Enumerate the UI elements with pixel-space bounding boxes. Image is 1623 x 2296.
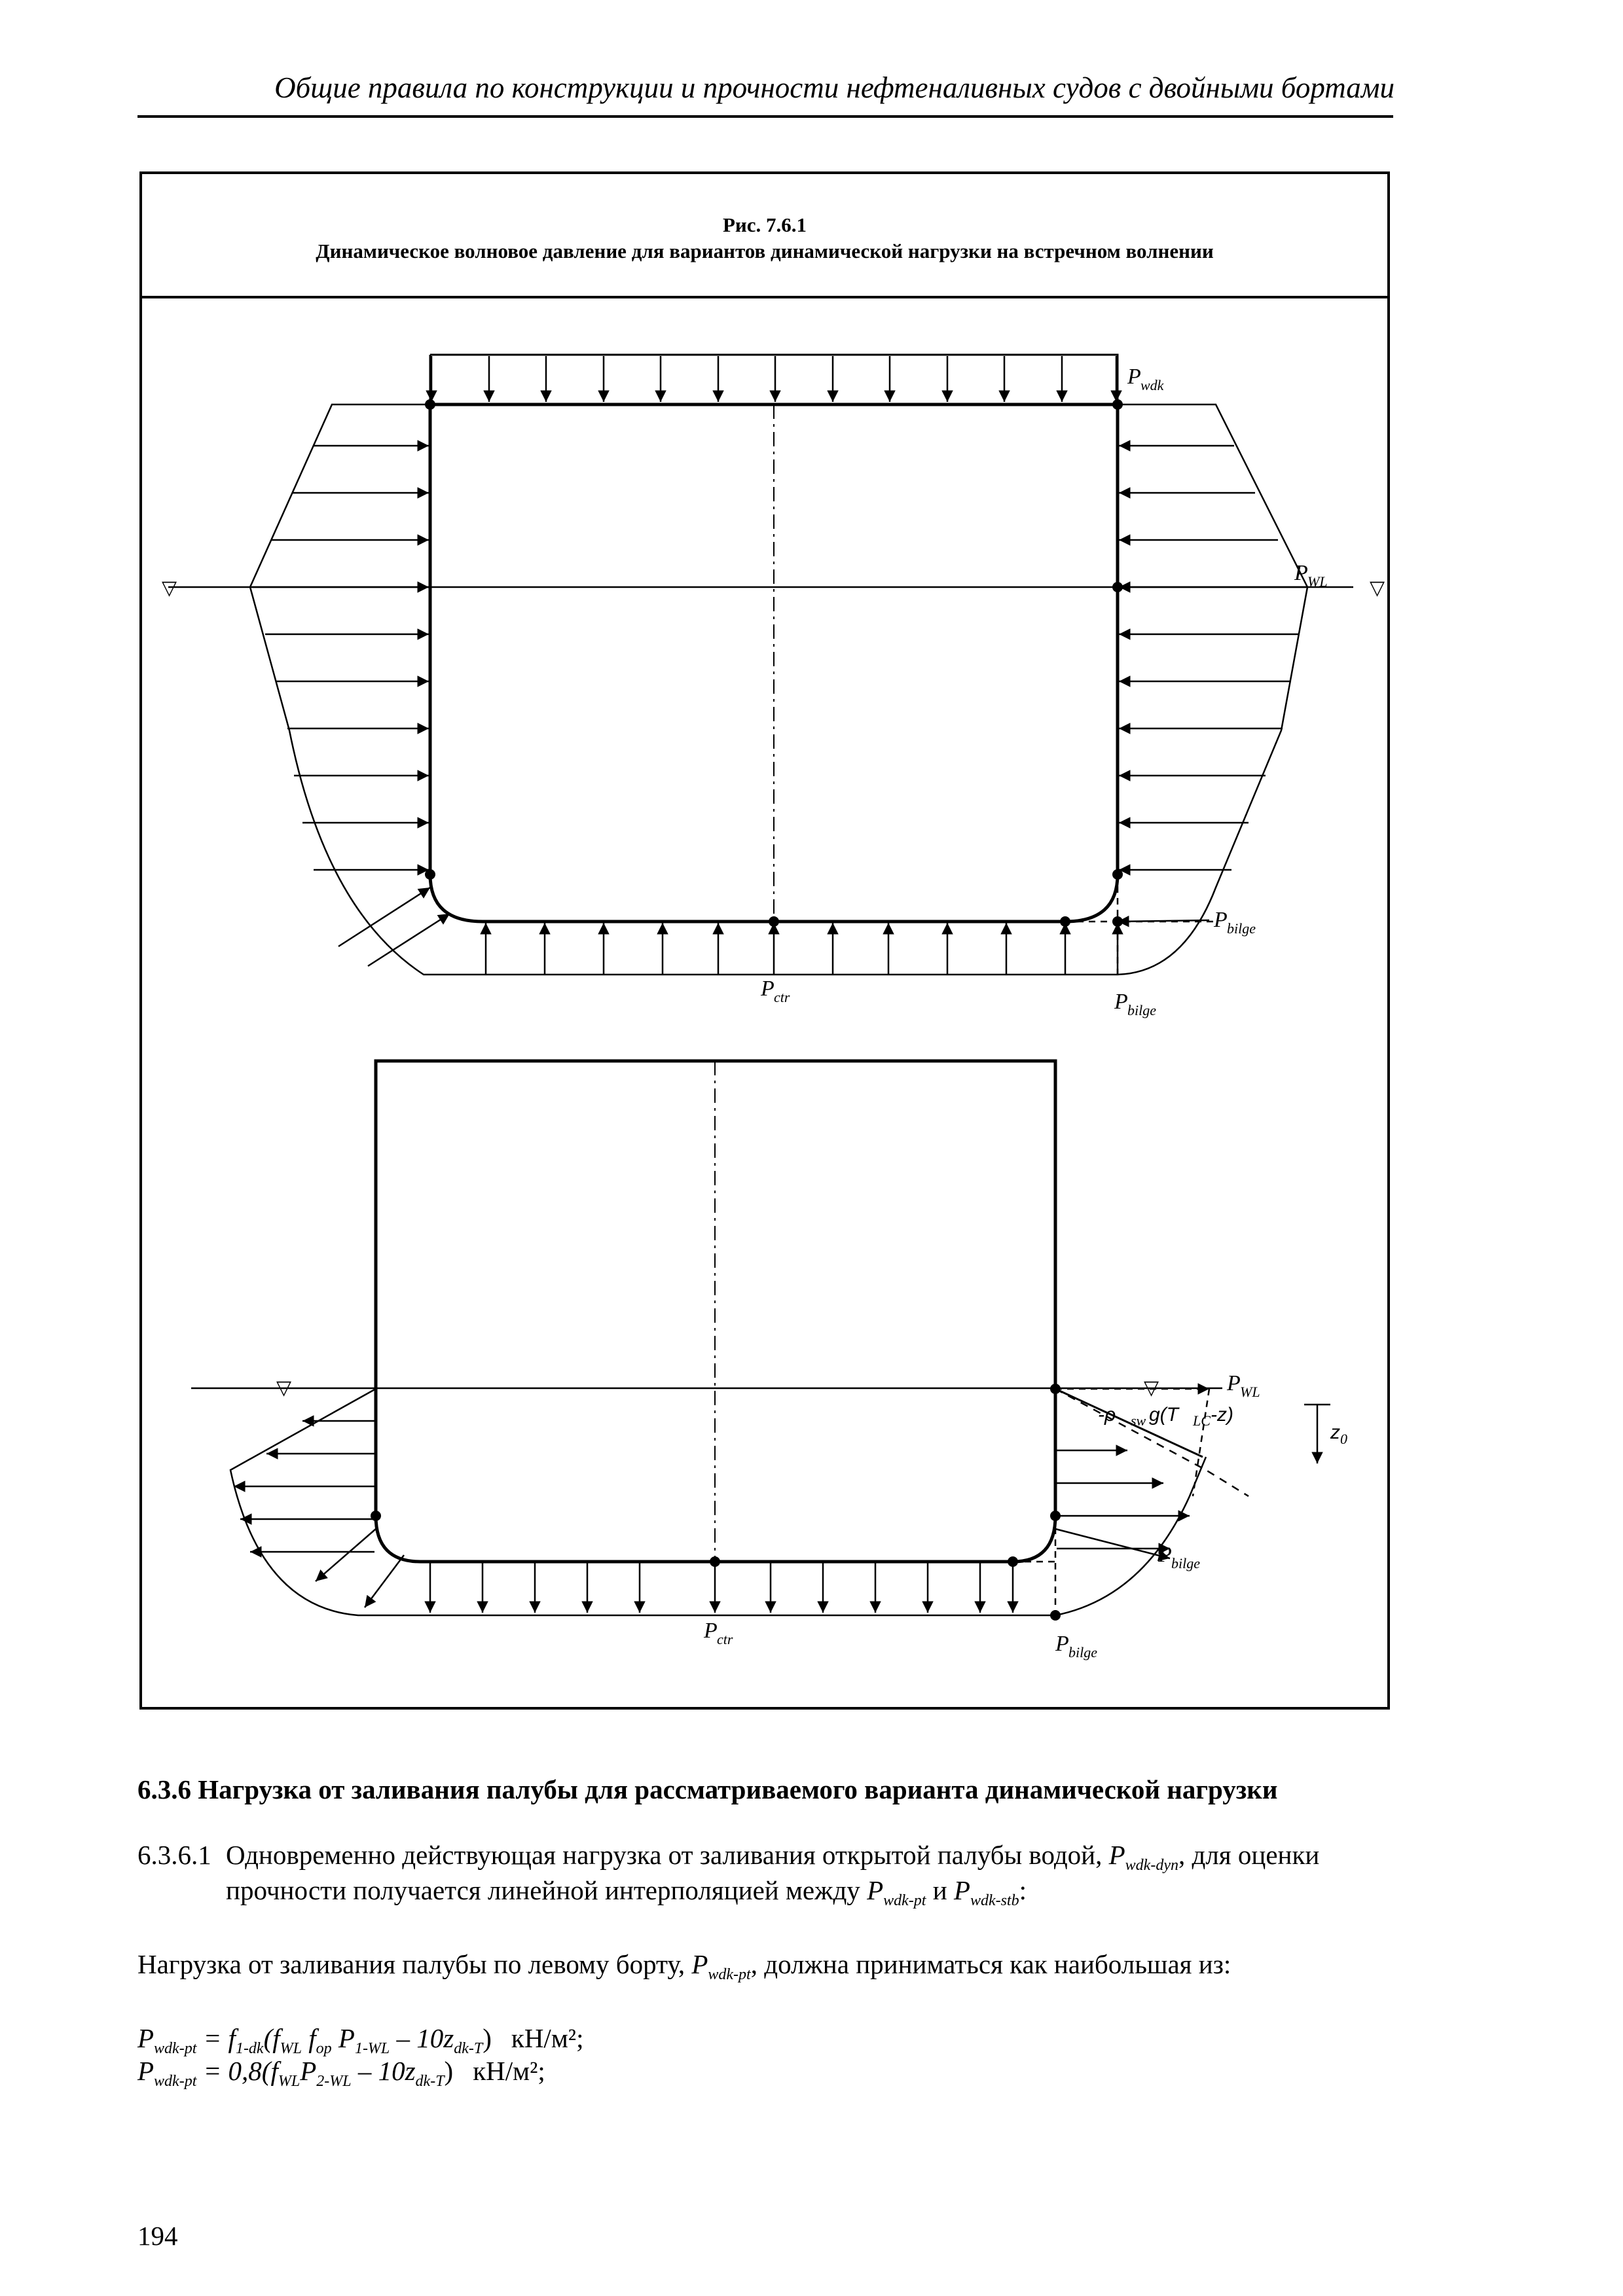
f2-sub-c: dk-T <box>415 2073 445 2090</box>
f1-mid4: – 10z <box>390 2023 454 2053</box>
label-p-ctr-upper: P <box>761 977 775 1001</box>
label-p-wl-lower-sub: WL <box>1240 1384 1260 1400</box>
lower-section-diagram <box>191 1061 1330 1621</box>
section-heading: 6.3.6 Нагрузка от заливания палубы для рассматриваемого варианта динамической нагрузки <box>137 1774 1278 1804</box>
running-title: Общие правила по конструкции и прочности нефтеналивных судов с двойными бортами <box>274 71 1395 104</box>
para1-symbol: P <box>1108 1840 1125 1870</box>
pressure-envelope-upper <box>250 404 1307 975</box>
f1-sub-d: 1-WL <box>354 2040 390 2058</box>
label-p-wdk: P <box>1127 365 1141 389</box>
paragraph-line-2 <box>226 1873 1398 1918</box>
label-p-ctr-lower: P <box>704 1619 718 1643</box>
para2-text: прочности получается линейной интерполяцией между <box>226 1875 867 1905</box>
para2-and: и <box>926 1875 954 1905</box>
label-p-ctr-upper-sub: ctr <box>774 989 790 1005</box>
f1-mid1: (f <box>263 2023 280 2053</box>
labels-lower <box>703 1371 1347 1660</box>
para1-text: Одновременно действующая нагрузка от заливания открытой палубы водой, <box>226 1840 1109 1870</box>
label-p-bilge-lower-2: P <box>1055 1632 1069 1656</box>
label-p-bilge-lower-1-sub: bilge <box>1171 1555 1200 1571</box>
f2-unit: кН/м²; <box>473 2056 545 2086</box>
f2-sub-b: 2-WL <box>316 2073 352 2090</box>
para2-subscript-2: wdk-stb <box>970 1892 1019 1910</box>
paragraph-port-load <box>137 1947 1401 1992</box>
para2-symbol-2: P <box>953 1875 970 1905</box>
waterline-symbol-left-lower: ▽ <box>276 1377 292 1399</box>
upper-section-diagram <box>162 355 1385 975</box>
deck-pressure-outline <box>430 355 1118 403</box>
waterline-symbol-left-upper: ▽ <box>162 577 177 599</box>
bilge-arrows-lower <box>316 1529 1170 1607</box>
header-rule <box>137 115 1393 118</box>
f1-mid3: P <box>331 2023 355 2053</box>
label-p-bilge-lower-1: P <box>1158 1543 1172 1567</box>
f2-sub-a: WL <box>278 2073 301 2090</box>
label-p-ctr-lower-sub: ctr <box>717 1631 733 1647</box>
label-p-wl-upper-sub: WL <box>1307 573 1328 590</box>
f2-mid1: P <box>300 2056 317 2086</box>
f2-lhs-sub: wdk-pt <box>154 2073 197 2090</box>
label-p-bilge-upper-2-sub: bilge <box>1127 1002 1156 1018</box>
figure-title: Динамическое волновое давление для вариантов динамической нагрузки на встречном волнении <box>316 240 1214 262</box>
side-arrows-right-upper <box>1119 446 1306 870</box>
label-hydrostatic-sub2: LC <box>1193 1412 1211 1429</box>
deck-pressure-arrows <box>431 356 1116 402</box>
f1-lhs: P <box>137 2023 155 2053</box>
label-hydrostatic-end: -z) <box>1211 1404 1233 1426</box>
page-number: 194 <box>137 2221 178 2251</box>
para2-subscript-1: wdk-pt <box>883 1892 926 1910</box>
para1-tail: , для оценки <box>1178 1840 1320 1870</box>
side-arrows-left-upper <box>252 446 429 870</box>
f1-sub-c: op <box>316 2040 332 2058</box>
f1-sub-b: WL <box>280 2040 302 2058</box>
para3-text: Нагрузка от заливания палубы по левому борту, <box>137 1949 692 1979</box>
label-p-bilge-upper-2: P <box>1114 990 1128 1014</box>
figure-frame <box>139 171 1390 1710</box>
label-p-wdk-sub: wdk <box>1140 377 1164 393</box>
label-p-wl-upper: P <box>1294 561 1308 585</box>
side-arrows-left-lower <box>234 1421 374 1552</box>
f1-end: ) <box>483 2023 492 2053</box>
f1-sub-e: dk-T <box>454 2040 483 2058</box>
label-p-bilge-upper-1: P <box>1214 908 1228 932</box>
label-p-bilge-upper-1-sub: bilge <box>1227 920 1256 937</box>
para1-subscript: wdk-dyn <box>1125 1857 1178 1874</box>
para3-tail: , должна приниматься как наибольшая из: <box>750 1949 1231 1979</box>
label-p-bilge-lower-2-sub: bilge <box>1068 1644 1097 1660</box>
dashed-bilge-construction-upper <box>1065 874 1216 975</box>
figure-number: Рис. 7.6.1 <box>722 213 807 236</box>
para3-subscript: wdk-pt <box>708 1966 751 1984</box>
label-hydrostatic-mid: g(T <box>1149 1404 1178 1426</box>
bottom-arrows-lower <box>430 1563 1013 1613</box>
para2-symbol-1: P <box>867 1875 884 1905</box>
para2-tail: : <box>1019 1875 1027 1905</box>
waterline-symbol-right-upper: ▽ <box>1370 577 1385 599</box>
waterline-symbol-right-lower: ▽ <box>1144 1377 1159 1399</box>
f1-unit: кН/м²; <box>511 2023 584 2053</box>
f2-lhs: P <box>137 2056 155 2086</box>
para3-symbol: P <box>691 1949 708 1979</box>
f2-end: ) <box>444 2056 454 2086</box>
f1-rhs: = f <box>196 2023 236 2053</box>
bottom-arrows-upper <box>486 923 1118 975</box>
f2-rhs: = 0,8(f <box>196 2056 278 2086</box>
f1-lhs-sub: wdk-pt <box>154 2040 197 2058</box>
label-hydrostatic-sub1: sw <box>1131 1412 1146 1429</box>
f1-sub-a: 1-dk <box>235 2040 264 2058</box>
label-hydrostatic: -ρ <box>1098 1404 1116 1426</box>
figure-caption <box>142 174 1387 298</box>
formula-2 <box>137 2054 545 2098</box>
label-z0-sub: 0 <box>1340 1431 1347 1447</box>
label-p-wl-lower: P <box>1227 1371 1241 1395</box>
label-z0: z <box>1330 1422 1340 1443</box>
paragraph-number: 6.3.6.1 <box>137 1840 211 1870</box>
f2-mid2: – 10z <box>351 2056 416 2086</box>
f1-mid2: f <box>301 2023 316 2053</box>
pressure-diagram <box>142 298 1387 1710</box>
